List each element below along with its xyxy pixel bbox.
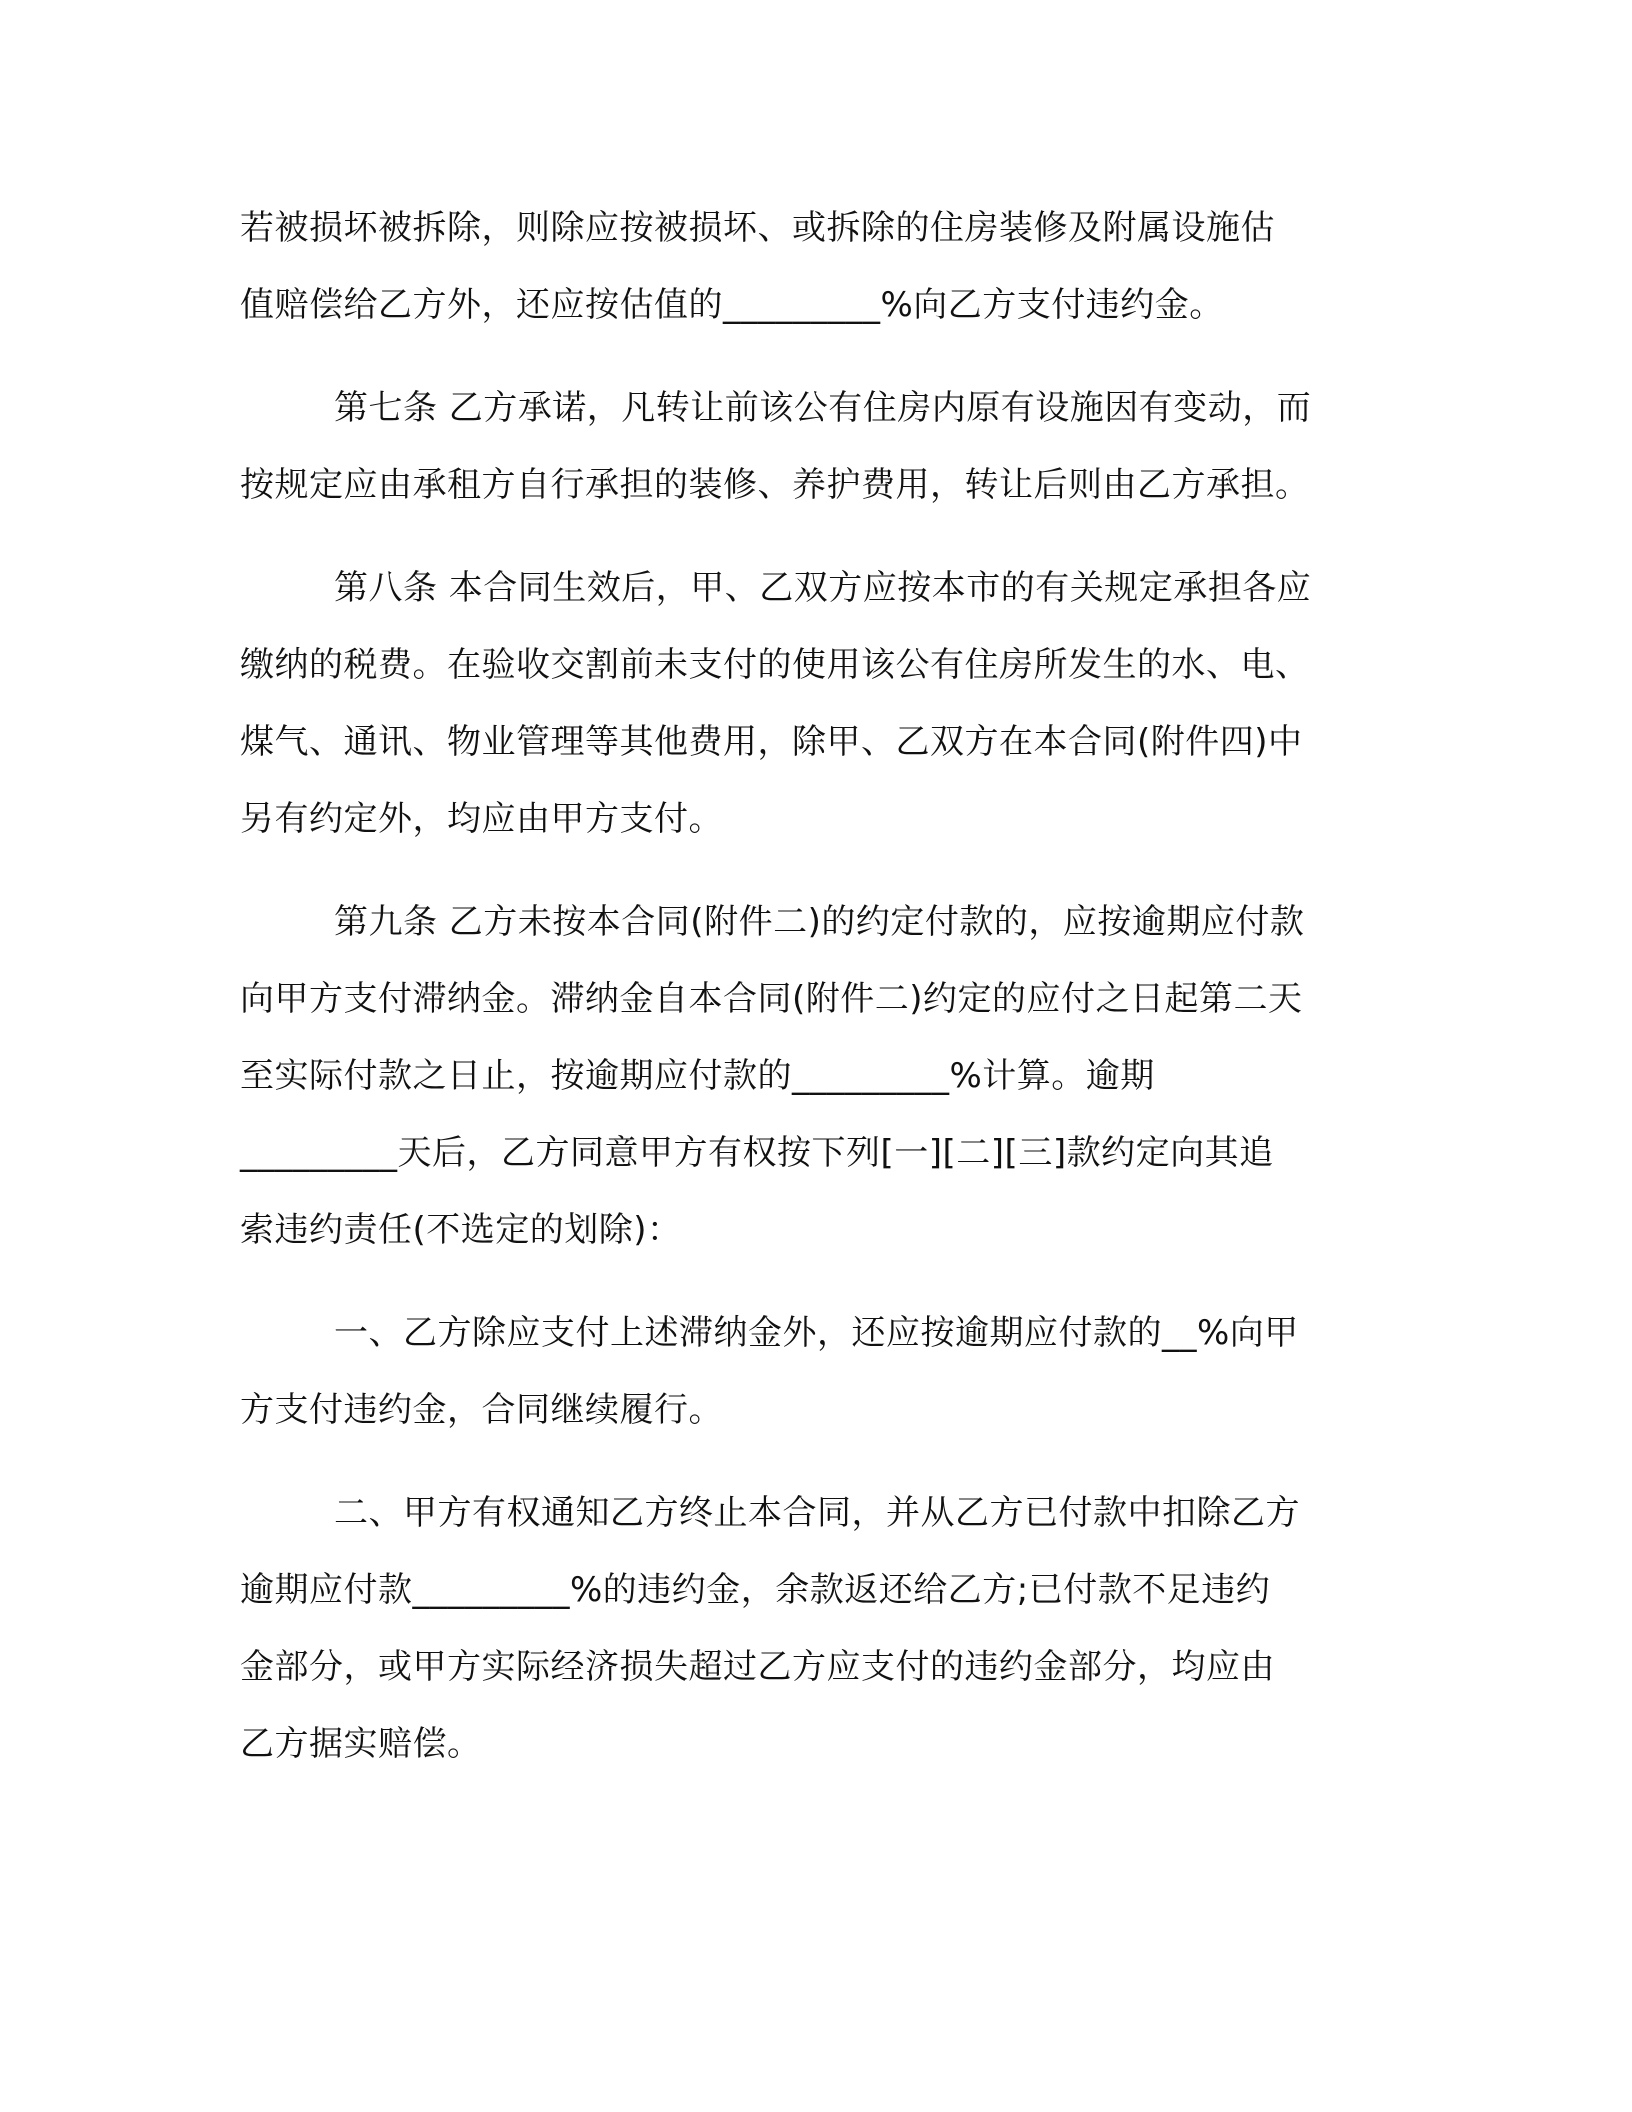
text-line: 按规定应由承租方自行承担的装修、养护费用，转让后则由乙方承担。 <box>240 465 1310 505</box>
text-line: 索违约责任(不选定的划除)： <box>240 1210 682 1250</box>
paragraph-clause-1 <box>240 1295 1380 1449</box>
text-line: 一、乙方除应支付上述滞纳金外，还应按逾期应付款的__%向甲 <box>334 1313 1299 1353</box>
text-line: 缴纳的税费。在验收交割前未支付的使用该公有住房所发生的水、电、 <box>240 645 1310 685</box>
text-line: _________天后，乙方同意甲方有权按下列[一][二][三]款约定向其追 <box>240 1133 1274 1173</box>
text-line: 值赔偿给乙方外，还应按估值的_________%向乙方支付违约金。 <box>240 285 1224 325</box>
paragraph-article-9 <box>240 884 1380 1269</box>
text-line: 向甲方支付滞纳金。滞纳金自本合同(附件二)约定的应付之日起第二天 <box>240 979 1303 1019</box>
document-page <box>240 190 1380 1809</box>
paragraph-clause-2 <box>240 1475 1380 1783</box>
text-line: 若被损坏被拆除，则除应按被损坏、或拆除的住房装修及附属设施估 <box>240 208 1275 248</box>
text-line: 至实际付款之日止，按逾期应付款的_________%计算。逾期 <box>240 1056 1155 1096</box>
text-line: 煤气、通讯、物业管理等其他费用，除甲、乙双方在本合同(附件四)中 <box>240 722 1303 762</box>
text-line: 第七条 乙方承诺，凡转让前该公有住房内原有设施因有变动，而 <box>334 388 1312 428</box>
paragraph-article-8 <box>240 550 1380 858</box>
text-line: 第九条 乙方未按本合同(附件二)的约定付款的，应按逾期应付款 <box>334 902 1305 942</box>
text-line: 方支付违约金，合同继续履行。 <box>240 1390 723 1430</box>
text-line: 第八条 本合同生效后，甲、乙双方应按本市的有关规定承担各应 <box>334 568 1312 608</box>
text-line: 金部分，或甲方实际经济损失超过乙方应支付的违约金部分，均应由 <box>240 1647 1275 1687</box>
paragraph-article-7 <box>240 370 1380 524</box>
text-line: 逾期应付款_________%的违约金，余款返还给乙方;已付款不足违约 <box>240 1570 1271 1610</box>
text-line: 另有约定外，均应由甲方支付。 <box>240 799 723 839</box>
text-line: 二、甲方有权通知乙方终止本合同，并从乙方已付款中扣除乙方 <box>334 1493 1300 1533</box>
paragraph-continued <box>240 190 1380 344</box>
text-line: 乙方据实赔偿。 <box>240 1724 482 1764</box>
